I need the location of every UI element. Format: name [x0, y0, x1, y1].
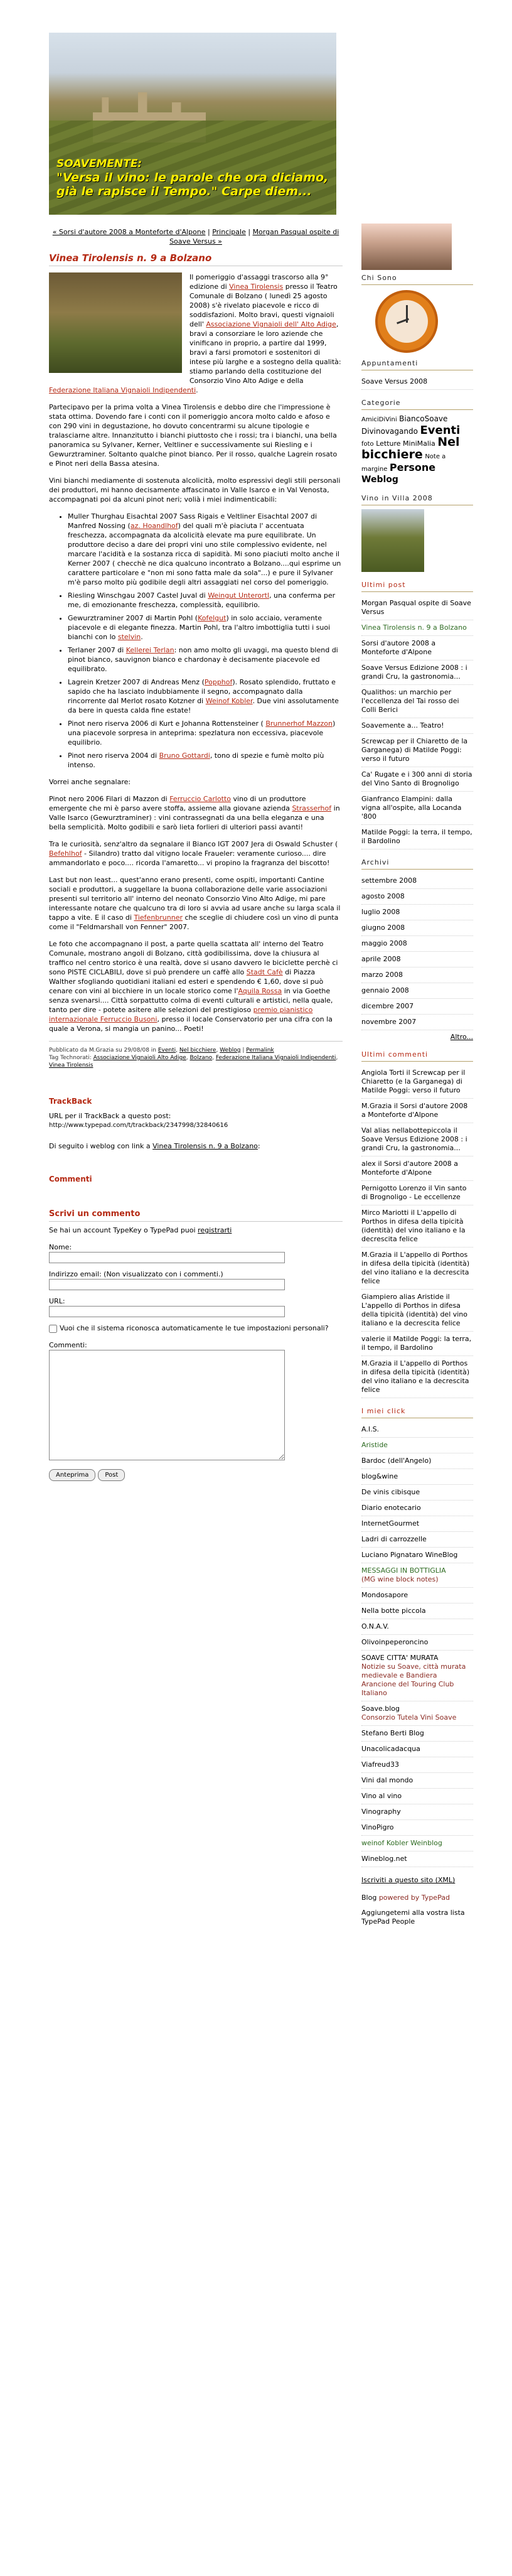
header-banner [49, 33, 336, 215]
blogroll-link[interactable]: Vino al vino [361, 1792, 402, 1800]
recent-post-link[interactable]: Morgan Pasqual ospite di Soave Versus [361, 599, 471, 616]
wine-list [49, 512, 343, 770]
list-item [361, 889, 473, 905]
list-item [361, 1438, 473, 1453]
typepad-credit: Blog powered by TypePad [361, 1894, 450, 1902]
list-item [361, 1619, 473, 1635]
recent-post-link[interactable]: Soavemente a... Teatro! [361, 721, 444, 730]
blogroll-link[interactable]: Luciano Pignataro WineBlog [361, 1551, 458, 1559]
archive-link[interactable]: aprile 2008 [361, 955, 401, 963]
weblog-link[interactable]: Vinea Tirolensis n. 9 a Bolzano [152, 1142, 258, 1150]
producer-link[interactable]: Popphof [204, 678, 233, 686]
name-input[interactable] [49, 1252, 285, 1263]
post-footer: Pubblicato da M.Grazia su 29/08/08 in Eventi, Nel bicchiere, Weblog | Permalink Tag Technorati: Associazione Vignaioli Alto Adige, Bolzano, Federazione Italiana Vignaioli Indipendenti, Vinea Tirolensis [49, 1041, 343, 1069]
remember-checkbox[interactable] [49, 1325, 57, 1333]
list-item [361, 1501, 473, 1516]
category-tag-link[interactable]: Nel bicchiere [361, 435, 460, 461]
name-label: Nome: [49, 1243, 72, 1251]
blogroll-description: Notizie su Soave, città murata medievale e Bandiera Arancione del Touring Club Italiano [361, 1663, 466, 1697]
tag-link[interactable]: Associazione Vignaioli Alto Adige [93, 1055, 186, 1061]
archive-link[interactable]: settembre 2008 [361, 876, 417, 885]
post-paragraph: Le foto che accompagnano il post, a parte quella scattata all' interno del Teatro Comunale, mostrano angoli di Bolzano, città godibilissima, dove la chiusura al traffico nel centro storico è una realtà, dove si usano davvero le biciclette perchè ci sono PISTE CICLABILI, dove si può prendere un caffè allo Stadt Cafè di Piazza Walther sfogliando quotidiani italiani ed esteri e spendendo € 1,60, dove si può cenare con vini al bicchiere in un locale storico come l'Aquila Rossa in via Goethe senza svenarsi.... Città sorpattutto colma di eventi culturali e artistici, nella quale, tanto per dire - potete asitere alle selezioni del prestigioso premio pianistico internazionale Ferruccio Busoni, presso il locale Conservatorio per una cifra con la quale a Verona, si mangia un panino... Poeti! [49, 940, 338, 1033]
tag-link[interactable]: Vinea Tirolensis [49, 1062, 93, 1069]
post-paragraph: Tra le curiosità, senz'altro da segnalare il Bianco IGT 2007 Jera di Oswald Schuster ( Befehlhof - Silandro) tratto dal vitigno locale Fraueler: veramente curioso.... dire ammandorlato e poco.... ricorda l'amaretto... vi propino la fragranza del biscotto! [49, 840, 338, 867]
producer-link[interactable]: Brunnerhof Mazzon [265, 719, 333, 728]
signin-intro: Se hai un account TypeKey o TypePad puoi registrarti [49, 1226, 232, 1234]
list-item: • Riesling Winschgau 2007 Castel Juval di Weingut Unterortl, una conferma per me, di emozionante freschezza, complessità, equilibrio. [68, 591, 343, 610]
category-tag-link[interactable]: Letture [376, 439, 401, 448]
producer-link[interactable]: Strasserhof [292, 804, 332, 812]
list-item [361, 1156, 473, 1181]
list-item [361, 920, 473, 936]
list-item [361, 999, 473, 1015]
blogroll-link[interactable]: InternetGourmet [361, 1519, 420, 1528]
archive-link[interactable]: gennaio 2008 [361, 986, 409, 994]
miei-click-list [361, 1422, 473, 1867]
list-item [361, 1563, 473, 1588]
list-item [361, 1588, 473, 1603]
post-paragraph: Il pomeriggio d'assaggi trascorso alla 9° edizione di Vinea Tirolensis presso il Teatro Comunale di Bolzano ( lunedì 25 agosto 2008) s'è rivelato piacevole e ricco di soddisfazioni. Molto bravi, questi vignaioli dell' Associazione Vignaioli dell' Alto Adige, bravi a consorziare le loro aziende che vinificano in proprio, a partire dal 1999, bravi a farsi promotori e sostenitori di intese più larghe e a sostegno della qualità: stiamo parlando della costituzione del Consorzio Vino Alto Adige e della Federazione Italiana Vignaioli Indipendenti. [49, 273, 341, 394]
trackback-label: URL per il TrackBack a questo post: [49, 1112, 171, 1120]
list-item [361, 620, 473, 636]
next-post-link[interactable]: Morgan Pasqual ospite di Soave Versus » [169, 228, 339, 245]
list-item [361, 983, 473, 999]
list-item [361, 1773, 473, 1789]
archive-link[interactable]: luglio 2008 [361, 908, 400, 916]
producer-link[interactable]: Ferruccio Carlotto [169, 795, 231, 803]
ultimi-post-list [361, 596, 473, 849]
recent-post-link[interactable]: Soave Versus Edizione 2008 : i grandi Cru, la gastronomia... [361, 664, 467, 681]
recent-comment-link[interactable]: valerie il Matilde Poggi: la terra, il tempo, il Bardolino [361, 1335, 472, 1352]
category-tag-link[interactable]: Persone [389, 461, 436, 473]
blogroll-link[interactable]: Bardoc (dell'Angelo) [361, 1457, 432, 1465]
recent-post-link[interactable]: Screwcap per il Chiaretto de la Garganega) di Matilde Poggi: verso il futuro [361, 737, 468, 763]
clock-icon [375, 290, 438, 353]
place-link[interactable]: Aquila Rossa [238, 987, 282, 995]
recent-post-link[interactable]: Matilde Poggi: la terra, il tempo, il Bardolino [361, 828, 472, 845]
weblogs-linking: Di seguito i weblog con link a Vinea Tirolensis n. 9 a Bolzano: [49, 1142, 260, 1150]
producer-link[interactable]: Kellerei Terlan [125, 646, 174, 654]
list-item [361, 596, 473, 620]
email-label: Indirizzo email: (Non visualizzato con i commenti.) [49, 1270, 223, 1278]
blogroll-link[interactable]: Viafreud33 [361, 1760, 399, 1769]
list-item [361, 1548, 473, 1563]
recent-comment-link[interactable]: Mirco Mariotti il L'appello di Porthos in difesa della tipicità (identità) del vino italiano e la decrescita felice [361, 1209, 466, 1243]
recent-comment-link[interactable]: M.Grazia il Sorsi d'autore 2008 a Monteforte d'Alpone [361, 1102, 468, 1119]
list-item: • Muller Thurghau Eisachtal 2007 Sass Rigais e Veltliner Eisachtal 2007 di Manfred Nossing (az. Hoandlhof) del quali m'è piaciuta l' accentuata freschezza, accompagnata da alcolicità elevate ma pure equilibrate. Un produttore deciso a dare dei propri vini uno stile complessivo evidente, nel marcare l'acidità e la sostanza ricca di sapidità. Mi sono piaciuti molto anche il Kerner 2007 ( checchè ne dica qualcuno incontrato a Bolzano....qui esprime un carattere particolare e "non mi sono fatta male da sola"...) e pure il Sylvaner m'è parso molto più godibile degli altri assaggiati nel corso del pomeriggio. [68, 512, 343, 587]
blogroll-link[interactable]: Nella botte piccola [361, 1607, 426, 1615]
blogroll-description: Consorzio Tutela Vini Soave [361, 1713, 457, 1722]
list-item [361, 1015, 473, 1030]
recent-comment-link[interactable]: Angiola Torti il Screwcap per il Chiaretto (e la Garganega) di Matilde Poggi: verso il futuro [361, 1069, 466, 1094]
blogroll-link[interactable]: Soave.blog [361, 1705, 400, 1713]
archivi-more-link[interactable]: Altro... [450, 1033, 473, 1041]
recent-comment-link[interactable]: Pernigotto Lorenzo il Vin santo di Brognoligo - Le eccellenze [361, 1184, 467, 1201]
ultimi-commenti-list [361, 1065, 473, 1398]
sidebar [361, 224, 473, 1926]
list-item [361, 1651, 473, 1701]
blogroll-link[interactable]: Diario enotecario [361, 1504, 421, 1512]
list-item [361, 1516, 473, 1532]
post-paragraph: Vorrei anche segnalare: [49, 778, 131, 786]
blogroll-link[interactable]: A.I.S. [361, 1425, 380, 1433]
email-input[interactable] [49, 1279, 285, 1290]
list-item [361, 1742, 473, 1757]
nav-separator: | [245, 228, 253, 236]
recent-post-link[interactable]: Ca' Rugate e i 300 anni di storia del Vino Santo di Brognoligo [361, 770, 472, 787]
producer-link[interactable]: Bruno Gottardi [159, 752, 210, 760]
category-tag-link[interactable]: MiniMalia [403, 439, 435, 448]
blogroll-link[interactable]: De vinis cibisque [361, 1488, 420, 1496]
category-tag-link[interactable]: foto [361, 441, 374, 448]
list-item [361, 1851, 473, 1867]
categorie-heading: Categorie [361, 399, 473, 410]
list-item [361, 825, 473, 849]
category-tag-link[interactable]: Divinovagando [361, 427, 418, 436]
list-item [361, 1181, 473, 1205]
list-item [361, 1453, 473, 1469]
post-paragraph: Vini bianchi mediamente di sostenuta alcolicità, molto espressivi degli stili personali dei produttori, mi hanno decisamente affascinato in Valle Isarco e in Val Venosta, accompagnati poi da alcuni pinot neri; volià i miei indimenticabili: [49, 477, 341, 504]
appuntamenti-list [361, 374, 473, 390]
list-item [361, 767, 473, 792]
list-item [361, 1836, 473, 1851]
nav-separator: | [205, 228, 213, 236]
post-title: Vinea Tirolensis n. 9 a Bolzano [49, 254, 343, 266]
write-comment-title: Scrivi un commento [49, 1209, 343, 1222]
place-link[interactable]: Stadt Cafè [246, 968, 283, 976]
vinea-tirolensis-link[interactable]: Vinea Tirolensis [229, 283, 284, 291]
list-item [361, 1248, 473, 1290]
recent-comment-link[interactable]: Giampiero alias Aristide il L'appello di Porthos in difesa della tipicità (identità) del vino italiano e la decrescita felice [361, 1293, 468, 1327]
vino-villa-heading: Vino in Villa 2008 [361, 494, 473, 505]
post-paragraph: Pinot nero 2006 Filari di Mazzon di Ferruccio Carlotto vino di un produttore emergente che mi è parso avere stoffa, assieme alla giovane azienda Strasserhof in Valle Isarco (Gewurztraminer) : vini contrassegnati da una bella eleganza e una bella semplicità. Molto godibili e sarò lieta forlieri di ulteriori passi avanti! [49, 795, 340, 831]
category-tag-link[interactable]: AmiciDiVini [361, 416, 397, 423]
blogroll-link[interactable]: Olivoinpeperoncino [361, 1638, 429, 1646]
producer-link[interactable]: az. Hoandlhof [130, 522, 178, 530]
post-body [49, 272, 343, 1033]
list-item [361, 1332, 473, 1356]
blogroll-link[interactable]: Unacolicadacqua [361, 1745, 420, 1753]
list-item [361, 952, 473, 967]
tag-cloud [361, 414, 473, 485]
associazione-link[interactable]: Associazione Vignaioli dell' Alto Adige [206, 320, 336, 328]
trackback-title: TrackBack [49, 1097, 92, 1106]
banner-head: SOAVEMENTE: [56, 158, 142, 170]
list-item [361, 1065, 473, 1099]
author-photo [361, 224, 452, 270]
category-tag-link[interactable]: BiancoSoave [399, 414, 448, 423]
producer-link[interactable]: Weingut Unterortl [208, 591, 269, 600]
recent-post-link[interactable]: Gianfranco Elampini: dalla vigna all'ospite, alla Locanda '800 [361, 795, 462, 821]
blogroll-link[interactable]: Mondosapore [361, 1591, 408, 1599]
blogroll-link[interactable]: MESSAGGI IN BOTTIGLIA [361, 1566, 446, 1575]
list-item [361, 1356, 473, 1398]
archive-link[interactable]: agosto 2008 [361, 892, 405, 900]
blogroll-link[interactable]: O.N.A.V. [361, 1622, 389, 1630]
producer-link[interactable]: Tiefenbrunner [134, 913, 183, 922]
list-item [361, 660, 473, 685]
banner-caption [56, 157, 328, 198]
tag-link[interactable]: Federazione Italiana Vignaioli Indipendenti [215, 1055, 336, 1061]
archivi-heading: Archivi [361, 858, 473, 870]
post-button[interactable]: Post [98, 1469, 125, 1481]
miei-click-heading: I miei click [361, 1407, 473, 1418]
blogroll-link[interactable]: SOAVE CITTA' MURATA [361, 1654, 439, 1662]
list-item: • Terlaner 2007 di Kellerei Terlan: non amo molto gli uvaggi, ma questo blend di pinot bianco, sauvignon bianco e chardonay è decisamente piacevole ed equilibrato. [68, 645, 343, 674]
category-tag-link[interactable]: Note a margine [361, 453, 446, 473]
list-item [361, 685, 473, 718]
list-item [361, 1789, 473, 1804]
list-item [361, 936, 473, 952]
recent-post-link[interactable]: Qualithos: un marchio per l'eccellenza del Tai rosso dei Colli Berici [361, 688, 459, 714]
list-item [361, 1290, 473, 1332]
typepad-people-link[interactable]: Aggiungetemi alla vostra lista TypePad People [361, 1909, 465, 1926]
producer-link[interactable]: Weinof Kobler [205, 697, 253, 705]
recent-comment-link[interactable]: alex il Sorsi d'autore 2008 a Monteforte d'Alpone [361, 1160, 459, 1177]
ultimi-post-heading: Ultimi post [361, 581, 473, 592]
home-link[interactable]: Principale [212, 228, 246, 236]
url-input[interactable] [49, 1306, 285, 1317]
recent-comment-link[interactable]: M.Grazia il L'appello di Porthos in difesa della tipicità (identità) del vino italiano e la decrescita felice [361, 1251, 470, 1285]
post-paragraph: Partecipavo per la prima volta a Vinea Tirolensis e debbo dire che l'impressione è stata ottima. Dovendo fare i conti con il pomeriggio ancora molto caldo e afoso e con 290 vini in degustazione, ho dovuto concentrarmi su alcune tipologie e tralasciarne altre. Innanzitutto i bianchi piuttosto che i rossi; tra i bianchi, una bella panoramica su Sylvaner, Kerner, Veltliner e successivamente sui Riesling e i Gewurztraminer. Soltanto qualche pinot bianco. Per il rosso, qualche Lagrein rosato e Pinot neri della Bassa atesina. [49, 403, 338, 468]
appuntamento-link[interactable]: Soave Versus 2008 [361, 377, 428, 385]
category-link[interactable]: Nel bicchiere [179, 1047, 216, 1054]
archive-link[interactable]: giugno 2008 [361, 924, 405, 932]
list-item [361, 734, 473, 767]
archive-link[interactable]: marzo 2008 [361, 971, 403, 979]
busoni-link[interactable]: premio pianistico internazionale Ferruccio Busoni [49, 1006, 313, 1023]
list-item [361, 718, 473, 734]
list-item [361, 1820, 473, 1836]
blogroll-link[interactable]: Vinography [361, 1808, 401, 1816]
list-item [361, 1532, 473, 1548]
federazione-link[interactable]: Federazione Italiana Vignaioli Indipendenti [49, 386, 196, 394]
main-column [49, 227, 343, 1481]
post-paragraph: Last but non least... quest'anno erano presenti, come ospiti, importanti Cantine sociali e produttori, a suggellare la buona collaborazione delle varie associazioni presenti sul territorio all' interno del neonato Consorzio Vino Alto Adige, mi pare interessante notare che qualcuno tra di loro si avvia ad usare anche su larga scala il tappo a vite. E il caso di Tiefenbrunner che sceglie di chiudere così un vino di punta come il "Feldmarshall von Fenner" 2007. [49, 876, 341, 931]
list-item [361, 1099, 473, 1123]
recent-comment-link[interactable]: M.Grazia il L'appello di Porthos in difesa della tipicità (identità) del vino italiano e la decrescita felice [361, 1359, 470, 1394]
list-item: • Pinot nero riserva 2006 di Kurt e Johanna Rottensteiner ( Brunnerhof Mazzon) una piacevole sorpresa in anteprima: spezlatura non eccessiva, piacevole equilibrio. [68, 719, 343, 747]
list-item [361, 1469, 473, 1485]
comment-form [49, 1209, 343, 1481]
archive-link[interactable]: novembre 2007 [361, 1018, 417, 1026]
vino-in-villa-image[interactable] [361, 509, 424, 572]
recent-post-link[interactable]: Vinea Tirolensis n. 9 a Bolzano [361, 623, 467, 632]
list-item [361, 1804, 473, 1820]
blogroll-link[interactable]: weinof Kobler Weinblog [361, 1839, 442, 1847]
banner-line2: già le rapisce il Tempo." Carpe diem... [56, 185, 312, 198]
comments-label: Commenti: [49, 1341, 87, 1349]
comments-title: Commenti [49, 1175, 92, 1183]
url-label: URL: [49, 1297, 65, 1305]
banner-line1: "Versa il vino: le parole che ora diciamo, [56, 171, 329, 185]
list-item [361, 1603, 473, 1619]
list-item: • Lagrein Kretzer 2007 di Andreas Menz (Popphof). Rosato splendido, fruttato e sapido che ha lasciato indubbiamente il segno, accompagnato dalla rincorrente dal Merlot rosato Kotzner di Weinof Kobler. Due vini assolutamente da bere in questa calda fine estate! [68, 677, 343, 715]
theatre-photo [49, 272, 182, 373]
list-item [361, 1422, 473, 1438]
list-item: • Gewurztraminer 2007 di Martin Pohl (Kofelgut) in solo acciaio, veramente piacevole e di elegante finezza. Martin Pohl, tra l'altro imbottiglia tutti i suoi bianchi con lo stelvin. [68, 613, 343, 642]
list-item [361, 873, 473, 889]
producer-link[interactable]: Befehlhof [49, 849, 82, 858]
permalink[interactable]: Permalink [246, 1047, 274, 1054]
list-item [361, 1485, 473, 1501]
blogroll-link[interactable]: Ladri di carrozzelle [361, 1535, 427, 1543]
preview-button[interactable]: Anteprima [49, 1469, 95, 1481]
category-tag-link[interactable]: Weblog [361, 475, 398, 485]
producer-link[interactable]: Kofelgut [198, 614, 227, 622]
blogroll-description: (MG wine block notes) [361, 1575, 439, 1583]
ultimi-commenti-heading: Ultimi commenti [361, 1050, 473, 1062]
archive-link[interactable]: dicembre 2007 [361, 1002, 414, 1010]
blogroll-link[interactable]: blog&wine [361, 1472, 398, 1480]
archivi-list [361, 873, 473, 1030]
list-item: • Pinot nero riserva 2004 di Bruno Gottardi, tono di spezie e fumè molto più intenso. [68, 751, 343, 770]
remember-row: Vuoi che il sistema riconosca automaticamente le tue impostazioni personali? [49, 1323, 343, 1333]
list-item [361, 967, 473, 983]
list-item [361, 1701, 473, 1726]
comment-textarea[interactable] [49, 1350, 285, 1460]
category-tag-link[interactable]: Eventi [420, 424, 461, 437]
typepad-link[interactable]: powered by TypePad [378, 1894, 450, 1902]
tag-link[interactable]: Bolzano [189, 1055, 213, 1061]
list-item [361, 1635, 473, 1651]
blogroll-link[interactable]: Aristide [361, 1441, 388, 1449]
list-item [361, 905, 473, 920]
list-item [361, 1726, 473, 1742]
category-link[interactable]: Eventi [157, 1047, 176, 1054]
blogroll-link[interactable]: Wineblog.net [361, 1855, 407, 1863]
category-link[interactable]: Weblog [220, 1047, 241, 1054]
xml-feed-link[interactable]: Iscriviti a questo sito (XML) [361, 1876, 456, 1884]
blogroll-link[interactable]: Stefano Berti Blog [361, 1729, 424, 1737]
list-item [361, 792, 473, 825]
blogroll-link[interactable]: VinoPigro [361, 1823, 394, 1831]
list-item [361, 636, 473, 660]
list-item [361, 1123, 473, 1156]
archive-link[interactable]: maggio 2008 [361, 939, 407, 947]
appuntamenti-heading: Appuntamenti [361, 359, 473, 370]
post-navigation [49, 227, 343, 246]
recent-post-link[interactable]: Sorsi d'autore 2008 a Monteforte d'Alpone [361, 639, 436, 656]
recent-comment-link[interactable]: Val alias nellabottepiccola il Soave Versus Edizione 2008 : i grandi Cru, la gastronomia... [361, 1126, 467, 1152]
trackback-url: http://www.typepad.com/t/trackback/2347998/32840616 [49, 1122, 228, 1129]
chi-sono-heading: Chi Sono [361, 274, 473, 285]
list-item [361, 374, 473, 390]
register-link[interactable]: registrarti [198, 1226, 232, 1234]
prev-post-link[interactable]: « Sorsi d'autore 2008 a Monteforte d'Alpone [52, 228, 206, 236]
list-item [361, 1757, 473, 1773]
blogroll-link[interactable]: Vini dal mondo [361, 1776, 413, 1784]
stelvin-link[interactable]: stelvin [117, 633, 141, 641]
list-item [361, 1205, 473, 1248]
